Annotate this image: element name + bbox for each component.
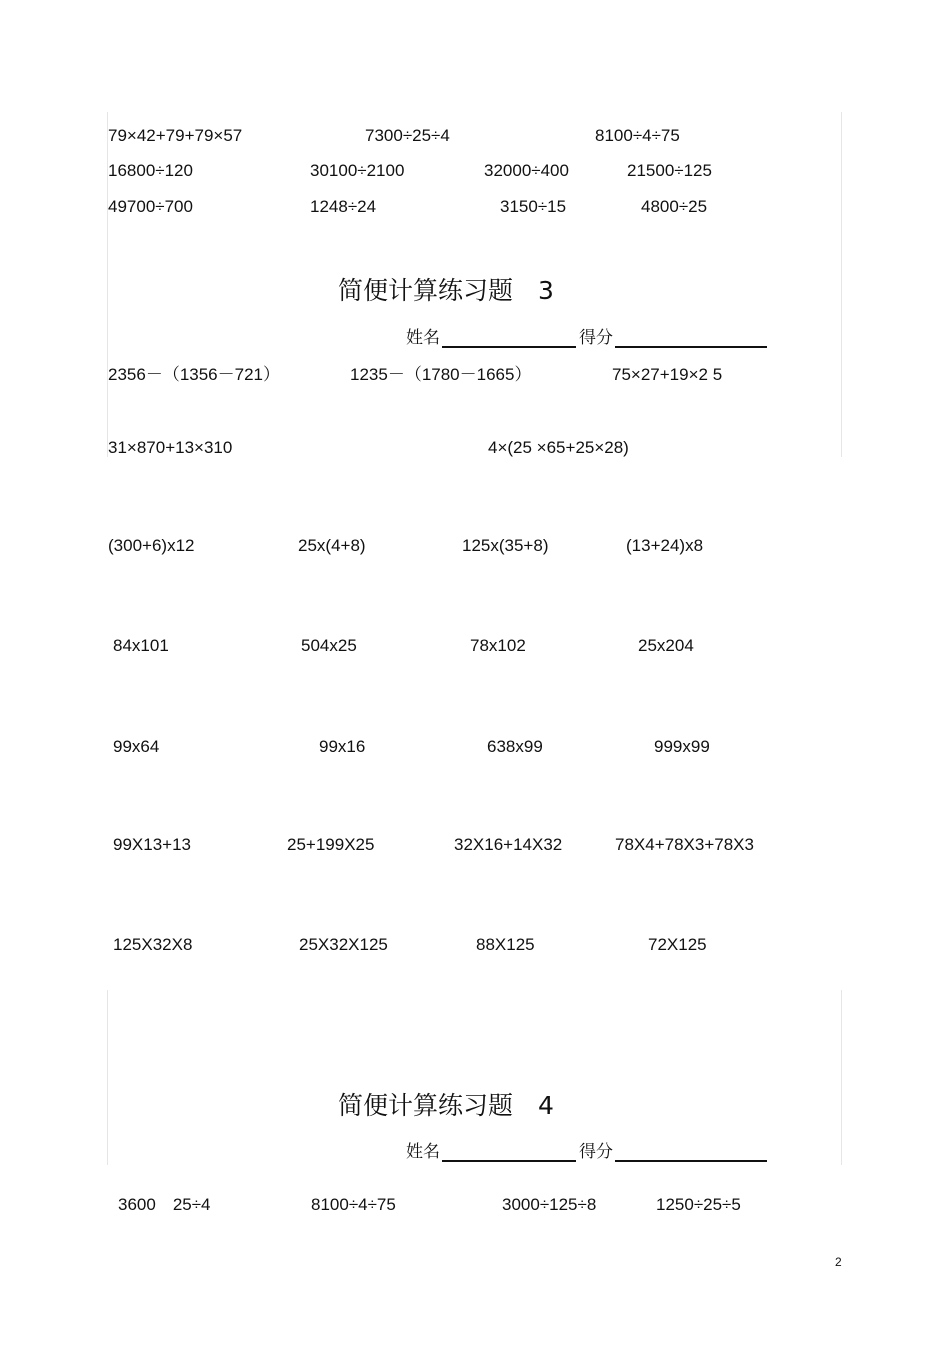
problem: 49700÷700 xyxy=(108,197,193,216)
page-number: 2 xyxy=(835,1255,842,1269)
problem: 1248÷24 xyxy=(310,197,377,216)
name-blank xyxy=(442,1160,576,1162)
problem: 4800÷25 xyxy=(641,197,708,216)
problem: 79×42+79+79×57 xyxy=(108,126,243,145)
score-label: 得分 xyxy=(579,328,613,348)
problem: 1250÷25÷5 xyxy=(656,1195,741,1214)
problem: 84x101 xyxy=(113,636,169,655)
problem: 25+199X25 xyxy=(287,835,375,854)
problem: 638x99 xyxy=(487,737,543,756)
problem: 32000÷400 xyxy=(484,161,569,180)
name-label: 姓名 xyxy=(406,1142,440,1162)
problem: 78X4+78X3+78X3 xyxy=(615,835,754,854)
margin-rule-right-bottom xyxy=(841,990,842,1165)
problem: 125x(35+8) xyxy=(462,536,549,555)
problem: 72X125 xyxy=(648,935,707,954)
problem: 32X16+14X32 xyxy=(454,835,563,854)
problem: 75×27+19×2 5 xyxy=(612,365,723,384)
score-label: 得分 xyxy=(579,1142,613,1162)
problem: (13+24)x8 xyxy=(626,536,704,555)
problem: 3150÷15 xyxy=(500,197,567,216)
problem: 30100÷2100 xyxy=(310,161,405,180)
problem: 31×870+13×310 xyxy=(108,438,233,457)
section-4-title: 简便计算练习题 4 xyxy=(338,1091,554,1120)
score-blank xyxy=(615,346,767,348)
problem: 99x16 xyxy=(319,737,366,756)
problem: 99X13+13 xyxy=(113,835,191,854)
problem: 88X125 xyxy=(476,935,535,954)
name-label: 姓名 xyxy=(406,328,440,348)
score-blank xyxy=(615,1160,767,1162)
margin-rule-right-top xyxy=(841,112,842,457)
problem: 999x99 xyxy=(654,737,710,756)
problem: 7300÷25÷4 xyxy=(365,126,450,145)
problem: 21500÷125 xyxy=(627,161,712,180)
name-blank xyxy=(442,346,576,348)
problem: 3000÷125÷8 xyxy=(502,1195,597,1214)
section-3-title: 简便计算练习题 3 xyxy=(338,276,554,305)
problem: (300+6)x12 xyxy=(108,536,195,555)
problem: 2356－（1356－721） xyxy=(108,365,281,384)
problem: 8100÷4÷75 xyxy=(595,126,680,145)
problem: 99x64 xyxy=(113,737,160,756)
problem: 1235－（1780－1665） xyxy=(350,365,532,384)
problem: 25x(4+8) xyxy=(298,536,366,555)
problem: 25x204 xyxy=(638,636,694,655)
problem: 8100÷4÷75 xyxy=(311,1195,396,1214)
problem: 4×(25 ×65+25×28) xyxy=(488,438,629,457)
problem: 16800÷120 xyxy=(108,161,193,180)
problem: 25X32X125 xyxy=(299,935,388,954)
problem: 3600 25÷4 xyxy=(118,1195,211,1214)
problem: 125X32X8 xyxy=(113,935,193,954)
margin-rule-left-bottom xyxy=(107,990,108,1165)
problem: 78x102 xyxy=(470,636,526,655)
problem: 504x25 xyxy=(301,636,357,655)
